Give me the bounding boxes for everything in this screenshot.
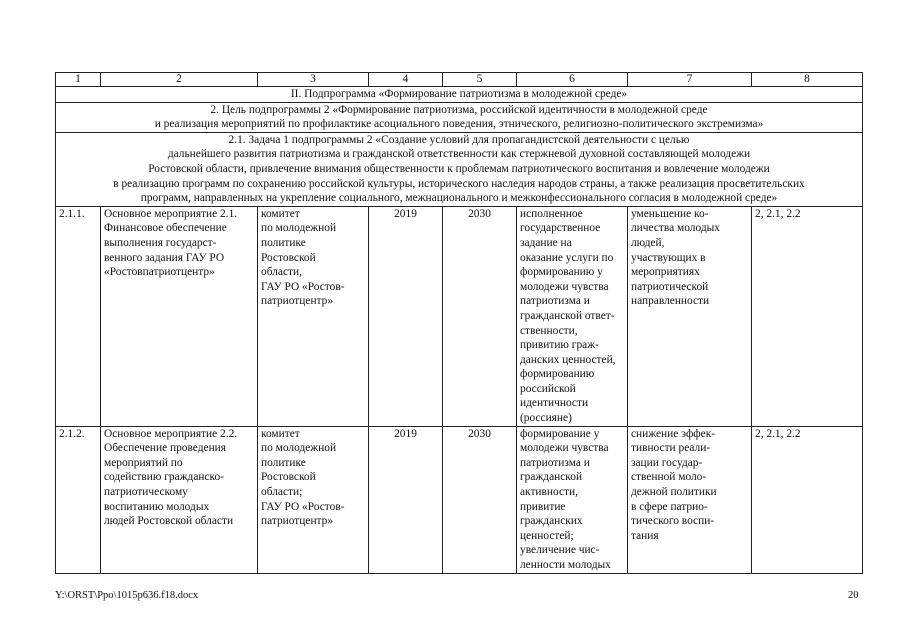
goal-line: и реализация мероприятий по профилактике асоциального поведения, этнического, религиозно-политического экстремизма» <box>154 118 764 131</box>
activity-name: Основное мероприятие 2.1. Финансовое обеспечение выполнения государст- венного задания ГАУ РО «Ростовпатриотцентр» <box>101 206 258 426</box>
column-number: 7 <box>628 73 752 87</box>
expected-result: исполненное государственное задание на оказание услуги по формированию у молодежи чувства патриотизма и гражданской ответ- ственности, привитию граж- данских ценностей, формированию российской идентичности (россияне) <box>517 206 628 426</box>
column-number: 1 <box>56 73 101 87</box>
page-number: 20 <box>848 590 859 601</box>
row-number: 2.1.1. <box>56 206 101 426</box>
column-number-row <box>56 73 863 87</box>
executor: комитет по молодежной политике Ростовской области, ГАУ РО «Ростов- патриотцентр» <box>258 206 369 426</box>
end-year: 2030 <box>443 206 517 426</box>
non-implementation-consequence: уменьшение ко- личества молодых людей, участвующих в мероприятиях патриотической направленности <box>628 206 752 426</box>
activity-name: Основное мероприятие 2.2. Обеспечение проведения мероприятий по содействию гражданско- патриотическому воспитанию молодых людей Ростовской области <box>101 426 258 573</box>
column-number: 8 <box>752 73 863 87</box>
column-number: 2 <box>101 73 258 87</box>
task-line: программ, направленных на укрепление социального, межнационального и межконфессионального согласия в молодежной среде» <box>140 192 778 205</box>
goal-line: 2. Цель подпрограммы 2 «Формирование патриотизма, российской идентичности в молодежной среде <box>210 103 708 116</box>
column-number: 4 <box>369 73 443 87</box>
table-row <box>56 426 863 573</box>
row-number: 2.1.2. <box>56 426 101 573</box>
column-number: 3 <box>258 73 369 87</box>
indicator-link: 2, 2.1, 2.2 <box>752 426 863 573</box>
column-number: 6 <box>517 73 628 87</box>
section-title-row <box>56 87 863 103</box>
task-line: Ростовской области, привлечение внимания общественности к проблемам патриотического воспитания и вовлечение молодежи <box>148 162 770 175</box>
expected-result: формирование у молодежи чувства патриотизма и гражданской активности, привитие гражданских ценностей; увеличение чис- ленности молодых <box>517 426 628 573</box>
section-title: II. Подпрограмма «Формирование патриотизма в молодежной среде» <box>56 87 863 103</box>
start-year: 2019 <box>369 206 443 426</box>
indicator-link: 2, 2.1, 2.2 <box>752 206 863 426</box>
task-line: дальнейшего развития патриотизма и гражданской ответственности как стержневой духовной составляющей молодежи <box>167 148 751 161</box>
footer-file-path: Y:\ORST\Ppo\1015p636.f18.docx <box>55 590 199 601</box>
task-line: в реализацию программ по сохранению российской культуры, исторического наследия народов страны, а также реализация просветительских <box>113 177 805 190</box>
non-implementation-consequence: снижение эффек- тивности реали- зации государ- ственной моло- дежной политики в сфере патрио- тического воспи- тания <box>628 426 752 573</box>
executor: комитет по молодежной политике Ростовской области; ГАУ РО «Ростов- патриотцентр» <box>258 426 369 573</box>
task-row <box>56 132 863 206</box>
column-number: 5 <box>443 73 517 87</box>
task-line: 2.1. Задача 1 подпрограммы 2 «Создание условий для пропагандистской деятельности с целью <box>228 133 690 146</box>
task-text <box>56 132 863 206</box>
goal-text <box>56 102 863 132</box>
goal-row <box>56 102 863 132</box>
end-year: 2030 <box>443 426 517 573</box>
program-table <box>55 72 863 574</box>
table-row <box>56 206 863 426</box>
start-year: 2019 <box>369 426 443 573</box>
